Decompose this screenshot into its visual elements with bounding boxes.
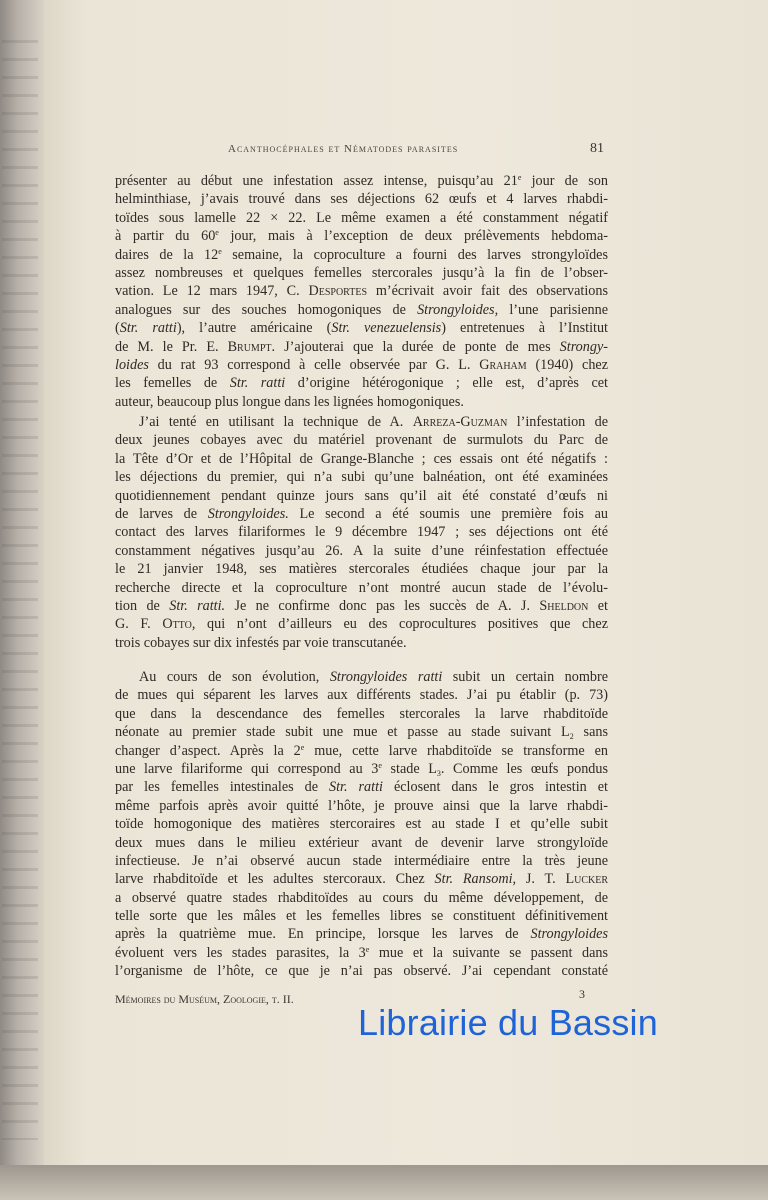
text-line <box>115 282 608 300</box>
text-line <box>115 374 608 392</box>
text-run: une larve filariforme qui correspond au 3 <box>115 760 379 777</box>
text-run: daires de la 12 <box>115 246 219 263</box>
text-run: changer d’aspect. Après la 2 <box>115 742 301 759</box>
text-run: a observé quatre stades rhabditoïdes au cours du même développement, de <box>115 889 608 906</box>
paragraph-3 <box>115 668 608 981</box>
subscript: 3 <box>436 768 441 778</box>
italic-text: Str. ratti <box>329 779 383 796</box>
text-line <box>115 209 608 227</box>
text-line <box>115 925 608 943</box>
text-run: trois cobayes sur dix infestés par voie transcutanée. <box>115 634 407 651</box>
text-run: sans <box>573 724 608 741</box>
italic-text: Str. ratti. <box>169 597 226 614</box>
text-run: assez nombreuses et quelques femelles stercorales jusqu’à la fin de l’obser- <box>115 264 608 281</box>
facing-page-edge <box>0 0 44 1200</box>
text-line <box>115 542 608 560</box>
text-run: , qui n’ont d’ailleurs eu des coprocultures positives que chez <box>191 616 608 633</box>
text-line <box>115 505 608 523</box>
text-line <box>115 356 608 374</box>
text-line <box>115 834 608 852</box>
text-run: deux jeunes cobayes avec du matériel provenant de surmulots du Parc de <box>115 432 608 449</box>
italic-text: Str. venezuelensis <box>331 320 442 337</box>
text-line <box>115 264 608 282</box>
watermark: Librairie du Bassin <box>358 1002 658 1043</box>
text-line <box>115 172 608 190</box>
superscript: e <box>218 246 222 256</box>
text-run: jour, mais à l’exception de deux prélèvements hebdoma- <box>218 228 608 245</box>
text-line <box>115 668 608 686</box>
italic-text: Strongy- <box>559 338 608 355</box>
text-run: le 21 janvier 1948, ses matières stercorales étudiées chaque jour par la <box>115 561 608 578</box>
small-caps-name: Arreza-Guzman <box>412 414 508 430</box>
text-run: toïdes sous lamelle 22 × 22. Le même examen a été constamment négatif <box>115 209 608 226</box>
paragraph-1 <box>115 172 608 411</box>
text-run: quotidiennement pendant quinze jours sans qu’il ait été constaté d’œufs ni <box>115 487 608 504</box>
text-line <box>115 301 608 319</box>
text-run: deux mues dans le milieu extérieur avant de devenir larve strongyloïde <box>115 834 608 851</box>
text-run: néonate au premier stade subit une mue et passe au stade suivant L <box>115 724 570 741</box>
text-line <box>115 468 608 486</box>
small-caps-name: Graham <box>479 356 527 373</box>
text-run: stade L <box>381 760 437 777</box>
text-line <box>115 907 608 925</box>
superscript: e <box>365 944 370 954</box>
text-line <box>115 852 608 870</box>
small-caps-name: Desportes <box>308 283 368 300</box>
text-run: de larves de <box>115 505 208 522</box>
text-run: m’écrivait avoir fait des observations <box>367 283 608 300</box>
text-run: ( <box>115 320 120 337</box>
text-run: vation. Le 12 mars 1947, C. <box>115 283 309 300</box>
text-line <box>115 962 608 980</box>
text-line <box>115 227 608 245</box>
signature-mark: 3 <box>579 987 585 1001</box>
text-run: l’organisme de l’hôte, ce que je n’ai pas observé. J’ai cependant constaté <box>115 963 608 980</box>
text-run: de M. le Pr. E. <box>115 338 228 355</box>
text-run: toïde homogonique des matières stercoraires est au stade I et qu’elle subit <box>115 816 608 833</box>
text-line <box>115 413 608 431</box>
text-run: présenter au début une infestation assez intense, puisqu’au 21 <box>115 173 518 189</box>
subscript: 2 <box>569 732 574 742</box>
text-line <box>115 889 608 907</box>
text-line <box>115 523 608 541</box>
text-line <box>115 705 608 723</box>
text-line <box>115 742 608 760</box>
superscript: e <box>517 173 522 182</box>
text-line <box>115 579 608 597</box>
text-run: et <box>588 597 608 614</box>
italic-text: Strongyloides, <box>417 301 499 318</box>
small-caps-name: Lucker <box>565 871 608 888</box>
paragraph-2 <box>115 413 608 652</box>
text-run: (1940) chez <box>526 356 609 373</box>
text-run: subit un certain nombre <box>442 669 608 685</box>
facing-page-text-bleed <box>2 40 38 1140</box>
text-run: Au cours de son évolution, <box>139 669 330 685</box>
text-run: les déjections du premier, qui n’a subi qu’une balnéation, ont été examinées <box>115 469 608 486</box>
text-line <box>115 686 608 704</box>
text-line <box>115 190 608 208</box>
text-run: larve rhabditoïde et les adultes stercoraux. Chez <box>115 871 435 888</box>
text-run: à partir du 60 <box>115 228 216 245</box>
text-run: de mues qui séparent les larves aux différents stades. J’ai pu établir (p. 73) <box>115 687 608 704</box>
italic-text: loides <box>115 356 149 373</box>
text-run: que dans la descendance des femelles stercorales la larve rhabditoïde <box>115 705 608 722</box>
text-run: les femelles de <box>115 375 230 392</box>
text-line <box>115 597 608 615</box>
text-run: jour de son <box>521 173 608 189</box>
text-line <box>115 760 608 778</box>
superscript: e <box>300 742 305 752</box>
text-line <box>115 634 608 652</box>
footer-publication: Mémoires du Muséum, Zoologie, t. II. <box>115 992 294 1006</box>
text-run: . Comme les œufs pondus <box>440 760 608 777</box>
text-run: telle sorte que les mâles et les femelles libres se constituent définitivement <box>115 908 608 925</box>
text-run: la Tête d’Or et de l’Hôpital de Grange-Blanche ; ces essais ont été négatifs : <box>115 450 608 467</box>
small-caps-name: Otto <box>162 616 192 633</box>
text-run: J. T. <box>516 871 566 888</box>
text-line <box>115 944 608 962</box>
small-caps-name: Brumpt <box>227 338 272 355</box>
text-run: helminthiase, j’avais trouvé dans ses déjections 62 œufs et 4 larves rhabdi- <box>115 191 608 208</box>
italic-text: Strongyloides ratti <box>329 669 443 685</box>
running-head: Acanthocéphales et Nématodes parasites <box>228 143 459 155</box>
text-run: par les femelles intestinales de <box>115 779 330 796</box>
text-run: l’infestation de <box>507 414 608 430</box>
text-run: constamment négatives jusqu’au 26. A la suite d’une réinfestation effectuée <box>115 542 608 559</box>
text-run: Le second a été soumis une première fois au <box>288 505 608 522</box>
italic-text: Str. ratti <box>229 375 286 392</box>
text-run: éclosent dans le gros intestin et <box>382 779 608 796</box>
text-run: auteur, beaucoup plus longue dans les lignées homogoniques. <box>115 393 464 410</box>
text-line <box>115 615 608 633</box>
text-line <box>115 797 608 815</box>
text-run: tion de <box>115 597 170 614</box>
text-run: même parfois après avoir quitté l’hôte, je prouve ainsi que la larve rhabdi- <box>115 797 608 814</box>
text-run: du rat 93 correspond à celle observée par G. L. <box>148 356 480 373</box>
text-run: Je ne confirme donc pas les succès de A. J. <box>225 597 540 614</box>
text-line <box>115 393 608 411</box>
text-line <box>115 246 608 264</box>
text-run: semaine, la coproculture a fourni des larves strongyloïdes <box>221 246 608 263</box>
text-run: infectieuse. Je n’ai observé aucun stade intermédiaire entre la très jeune <box>115 852 608 869</box>
text-run: J’ai tenté en utilisant la technique de A. <box>139 414 413 430</box>
superscript: e <box>378 760 382 770</box>
small-caps-name: Sheldon <box>539 597 589 614</box>
text-line <box>115 338 608 356</box>
text-run: ) entretenues à l’Institut <box>441 320 608 337</box>
text-run: ), l’autre américaine ( <box>176 320 332 337</box>
italic-text: Strongyloides <box>530 926 608 943</box>
text-line <box>115 870 608 888</box>
italic-text: Strongyloides. <box>207 505 289 522</box>
text-run: évoluent vers les stades parasites, la 3 <box>115 944 366 961</box>
text-run: analogues sur des souches homogoniques de <box>115 301 418 318</box>
text-line <box>115 487 608 505</box>
text-run: après la quatrième mue. En principe, lorsque les larves de <box>115 926 531 943</box>
text-run: mue et la suivante se passent dans <box>369 944 609 961</box>
text-line <box>115 560 608 578</box>
superscript: e <box>215 228 219 238</box>
text-run: recherche directe et la coproculture n’ont montré aucun stade de l’évolu- <box>115 579 608 596</box>
italic-text: Str. Ransomi, <box>434 871 517 888</box>
italic-text: Str. ratti <box>119 320 177 337</box>
text-run: d’origine hétérogonique ; elle est, d’après cet <box>285 375 608 392</box>
text-run: l’une parisienne <box>498 301 608 318</box>
text-run: . J’ajouterai que la durée de ponte de mes <box>271 338 560 355</box>
page-bottom-shadow <box>0 1165 768 1200</box>
text-line <box>115 723 608 741</box>
text-line <box>115 450 608 468</box>
page-number: 81 <box>590 141 604 156</box>
text-line <box>115 778 608 796</box>
text-run: mue, cette larve rhabditoïde se transforme en <box>304 742 608 759</box>
text-line <box>115 815 608 833</box>
text-run: G. F. <box>115 616 163 633</box>
text-line <box>115 431 608 449</box>
text-run: contact des larves filariformes le 9 décembre 1947 ; ses déjections ont été <box>115 524 608 541</box>
text-line <box>115 319 608 337</box>
